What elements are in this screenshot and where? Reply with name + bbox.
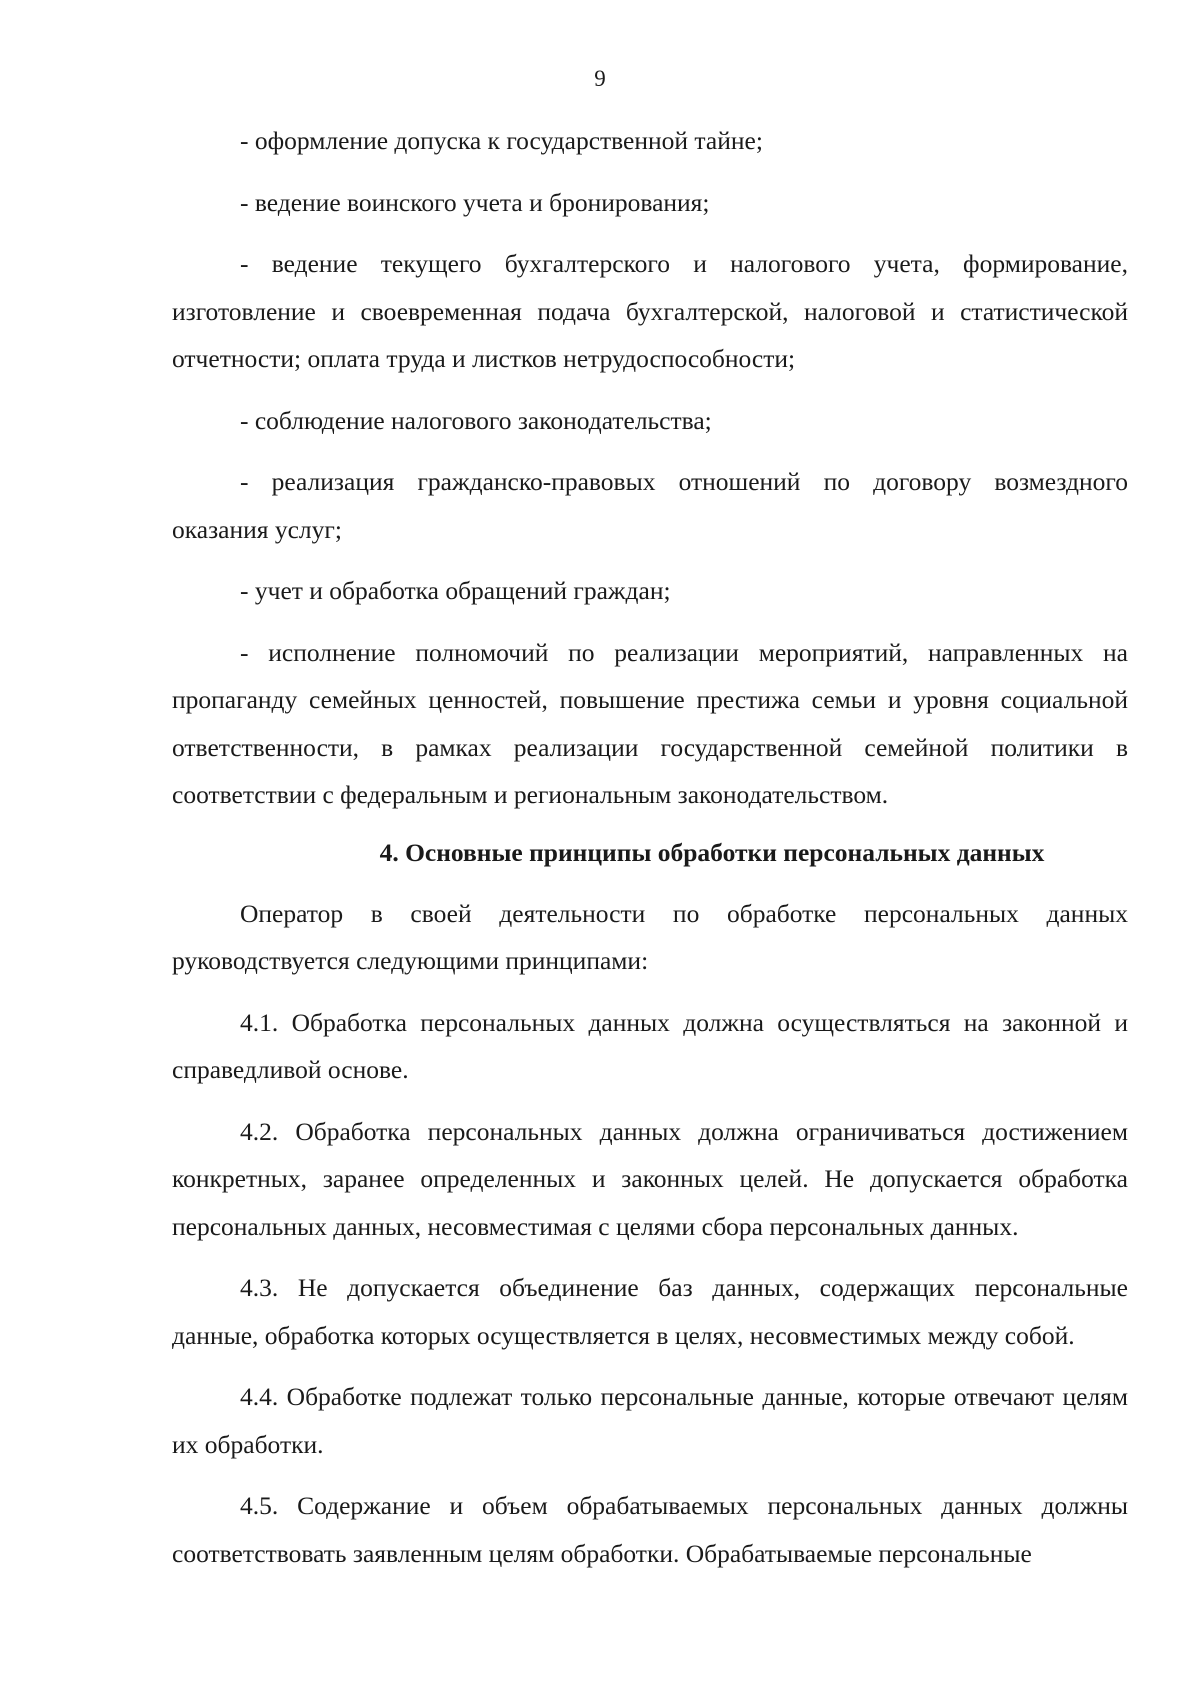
document-body — [172, 117, 1128, 1591]
list-item-accounting: - ведение текущего бухгалтерского и налогового учета, формирование, изготовление и своевременная подача бухгалтерской, налоговой и статистической отчетности; оплата труда и листков нетрудоспособности; — [172, 249, 1128, 373]
principles-intro: Оператор в своей деятельности по обработке персональных данных руководствуется следующими принципами: — [172, 898, 1128, 975]
principle-4-1: 4.1. Обработка персональных данных должна осуществляться на законной и справедливой основе. — [172, 1007, 1128, 1084]
section-heading: 4. Основные принципы обработки персональных данных — [379, 837, 1045, 867]
principle-4-3: 4.3. Не допускается объединение баз данных, содержащих персональные данные, обработка которых осуществляется в целях, несовместимых между собой. — [172, 1273, 1128, 1350]
list-item-state-secret: - оформление допуска к государственной тайне; — [240, 126, 763, 155]
list-item-tax-law: - соблюдение налогового законодательства; — [240, 405, 712, 435]
principle-4-2: 4.2. Обработка персональных данных должна ограничиваться достижением конкретных, заранее определенных и законных целей. Не допускается обработка персональных данных, несовместимая с целями сбора персональных данных. — [172, 1116, 1128, 1241]
list-item-civil-contracts: - реализация гражданско-правовых отношений по договору возмездного оказания услуг; — [172, 467, 1128, 544]
principle-4-4: 4.4. Обработке подлежат только персональные данные, которые отвечают целям их обработки. — [172, 1382, 1128, 1459]
page-number: 9 — [594, 66, 606, 91]
list-item-family-policy: - исполнение полномочий по реализации мероприятий, направленных на пропаганду семейных ценностей, повышение престижа семьи и уровня социальной ответственности, в рамках реализации государственной семейной политики в соответствии с федеральным и региональным законодательством. — [172, 637, 1128, 809]
list-item-military-registration: - ведение воинского учета и бронирования; — [240, 187, 710, 217]
list-item-citizen-appeals: - учет и обработка обращений граждан; — [240, 576, 671, 605]
principle-4-5: 4.5. Содержание и объем обрабатываемых персональных данных должны соответствовать заявленным целям обработки. Обрабатываемые персональные — [172, 1491, 1128, 1568]
